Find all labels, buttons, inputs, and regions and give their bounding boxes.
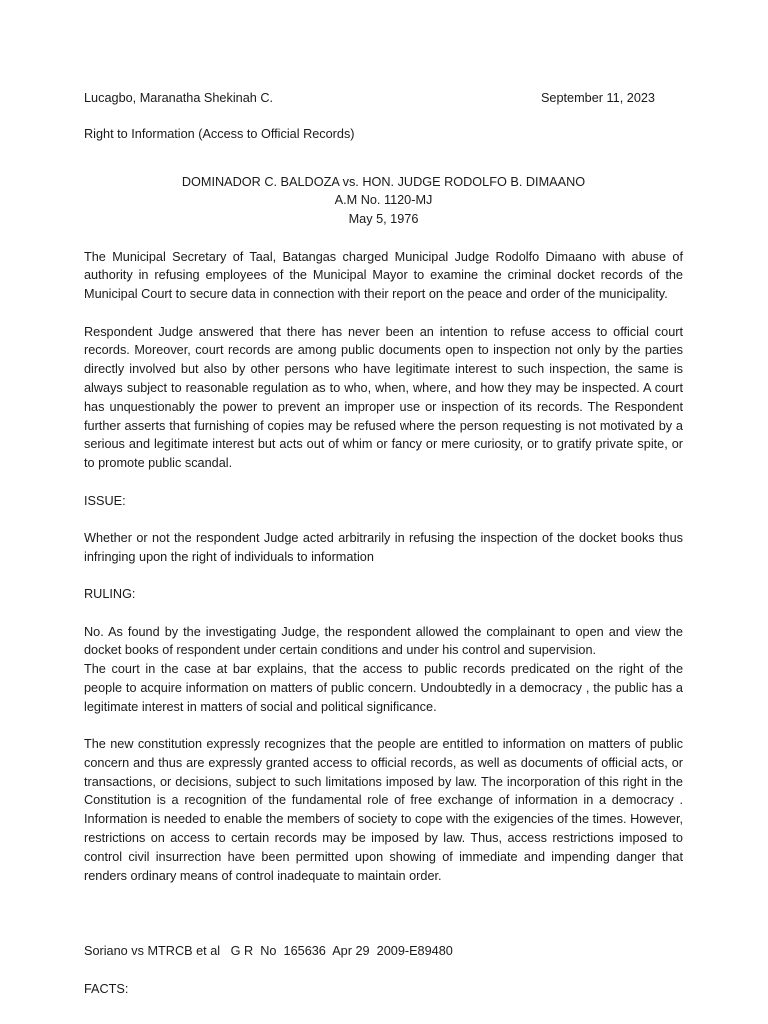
author-name: Lucagbo, Maranatha Shekinah C.	[84, 91, 274, 105]
issue-text: Whether or not the respondent Judge acted arbitrarily in refusing the inspection of the docket books thus infringing upon the right of individuals to information	[84, 530, 683, 564]
ruling-paragraph-1: No. As found by the investigating Judge, the respondent allowed the complainant to open and view the docket books of respondent under certain conditions and under his control and supervision.	[84, 624, 683, 658]
case-caption	[84, 173, 683, 229]
document-date: September 11, 2023	[540, 91, 655, 105]
topic-line: Right to Information (Access to Official Records)	[84, 126, 355, 141]
case-date: May 5, 1976	[348, 212, 419, 227]
next-case-title: Soriano vs MTRCB et al G R No 165636 Apr 29 2009-E89480	[84, 944, 453, 959]
ruling-paragraph-2: The court in the case at bar explains, that the access to public records predicated on the right of the people to acquire information on matters of public concern. Undoubtedly in a democracy , the public has a legitimate interest in matters of social and political significance.	[84, 662, 683, 714]
document-page	[84, 89, 683, 999]
header-row	[84, 89, 683, 108]
ruling-heading: RULING:	[84, 587, 136, 602]
next-facts-heading: FACTS:	[84, 981, 129, 996]
facts-paragraph-2: Respondent Judge answered that there has never been an intention to refuse access to official court records. Moreover, court records are among public documents open to inspection not only by the parties directly involved but also by other persons who have legitimate interest to such inspection, the same is always subject to reasonable regulation as to who, when, where, and how they may be inspected. A court has unquestionably the power to prevent an improper use or inspection of its records. The Respondent further asserts that furnishing of copies may be refused where the person requesting is not motivated by a serious and legitimate interest but acts out of whim or fancy or mere curiosity, or to gratify private spite, or to promote public scandal.	[84, 324, 683, 471]
facts-paragraph-1: The Municipal Secretary of Taal, Batangas charged Municipal Judge Rodolfo Dimaano with abuse of authority in refusing employees of the Municipal Mayor to examine the criminal docket records of the Municipal Court to secure data in connection with their report on the peace and order of the municipality.	[84, 249, 683, 302]
ruling-paragraph-3: The new constitution expressly recognizes that the people are entitled to information on matters of public concern and thus are expressly granted access to official records, as well as documents of official acts, or transactions, or decisions, subject to such limitations imposed by law. The incorporation of this right in the Constitution is a recognition of the fundamental role of free exchange of information in a democracy . Information is needed to enable the members of society to cope with the exigencies of the times. However, restrictions on access to certain records may be imposed by law. Thus, access restrictions imposed to control civil insurrection have been permitted upon showing of immediate and impending danger that renders ordinary means of control inadequate to maintain order.	[84, 737, 683, 883]
issue-heading: ISSUE:	[84, 493, 126, 508]
case-docket-number: A.M No. 1120-MJ	[334, 193, 433, 208]
case-title: DOMINADOR C. BALDOZA vs. HON. JUDGE RODOLFO B. DIMAANO	[181, 174, 586, 189]
